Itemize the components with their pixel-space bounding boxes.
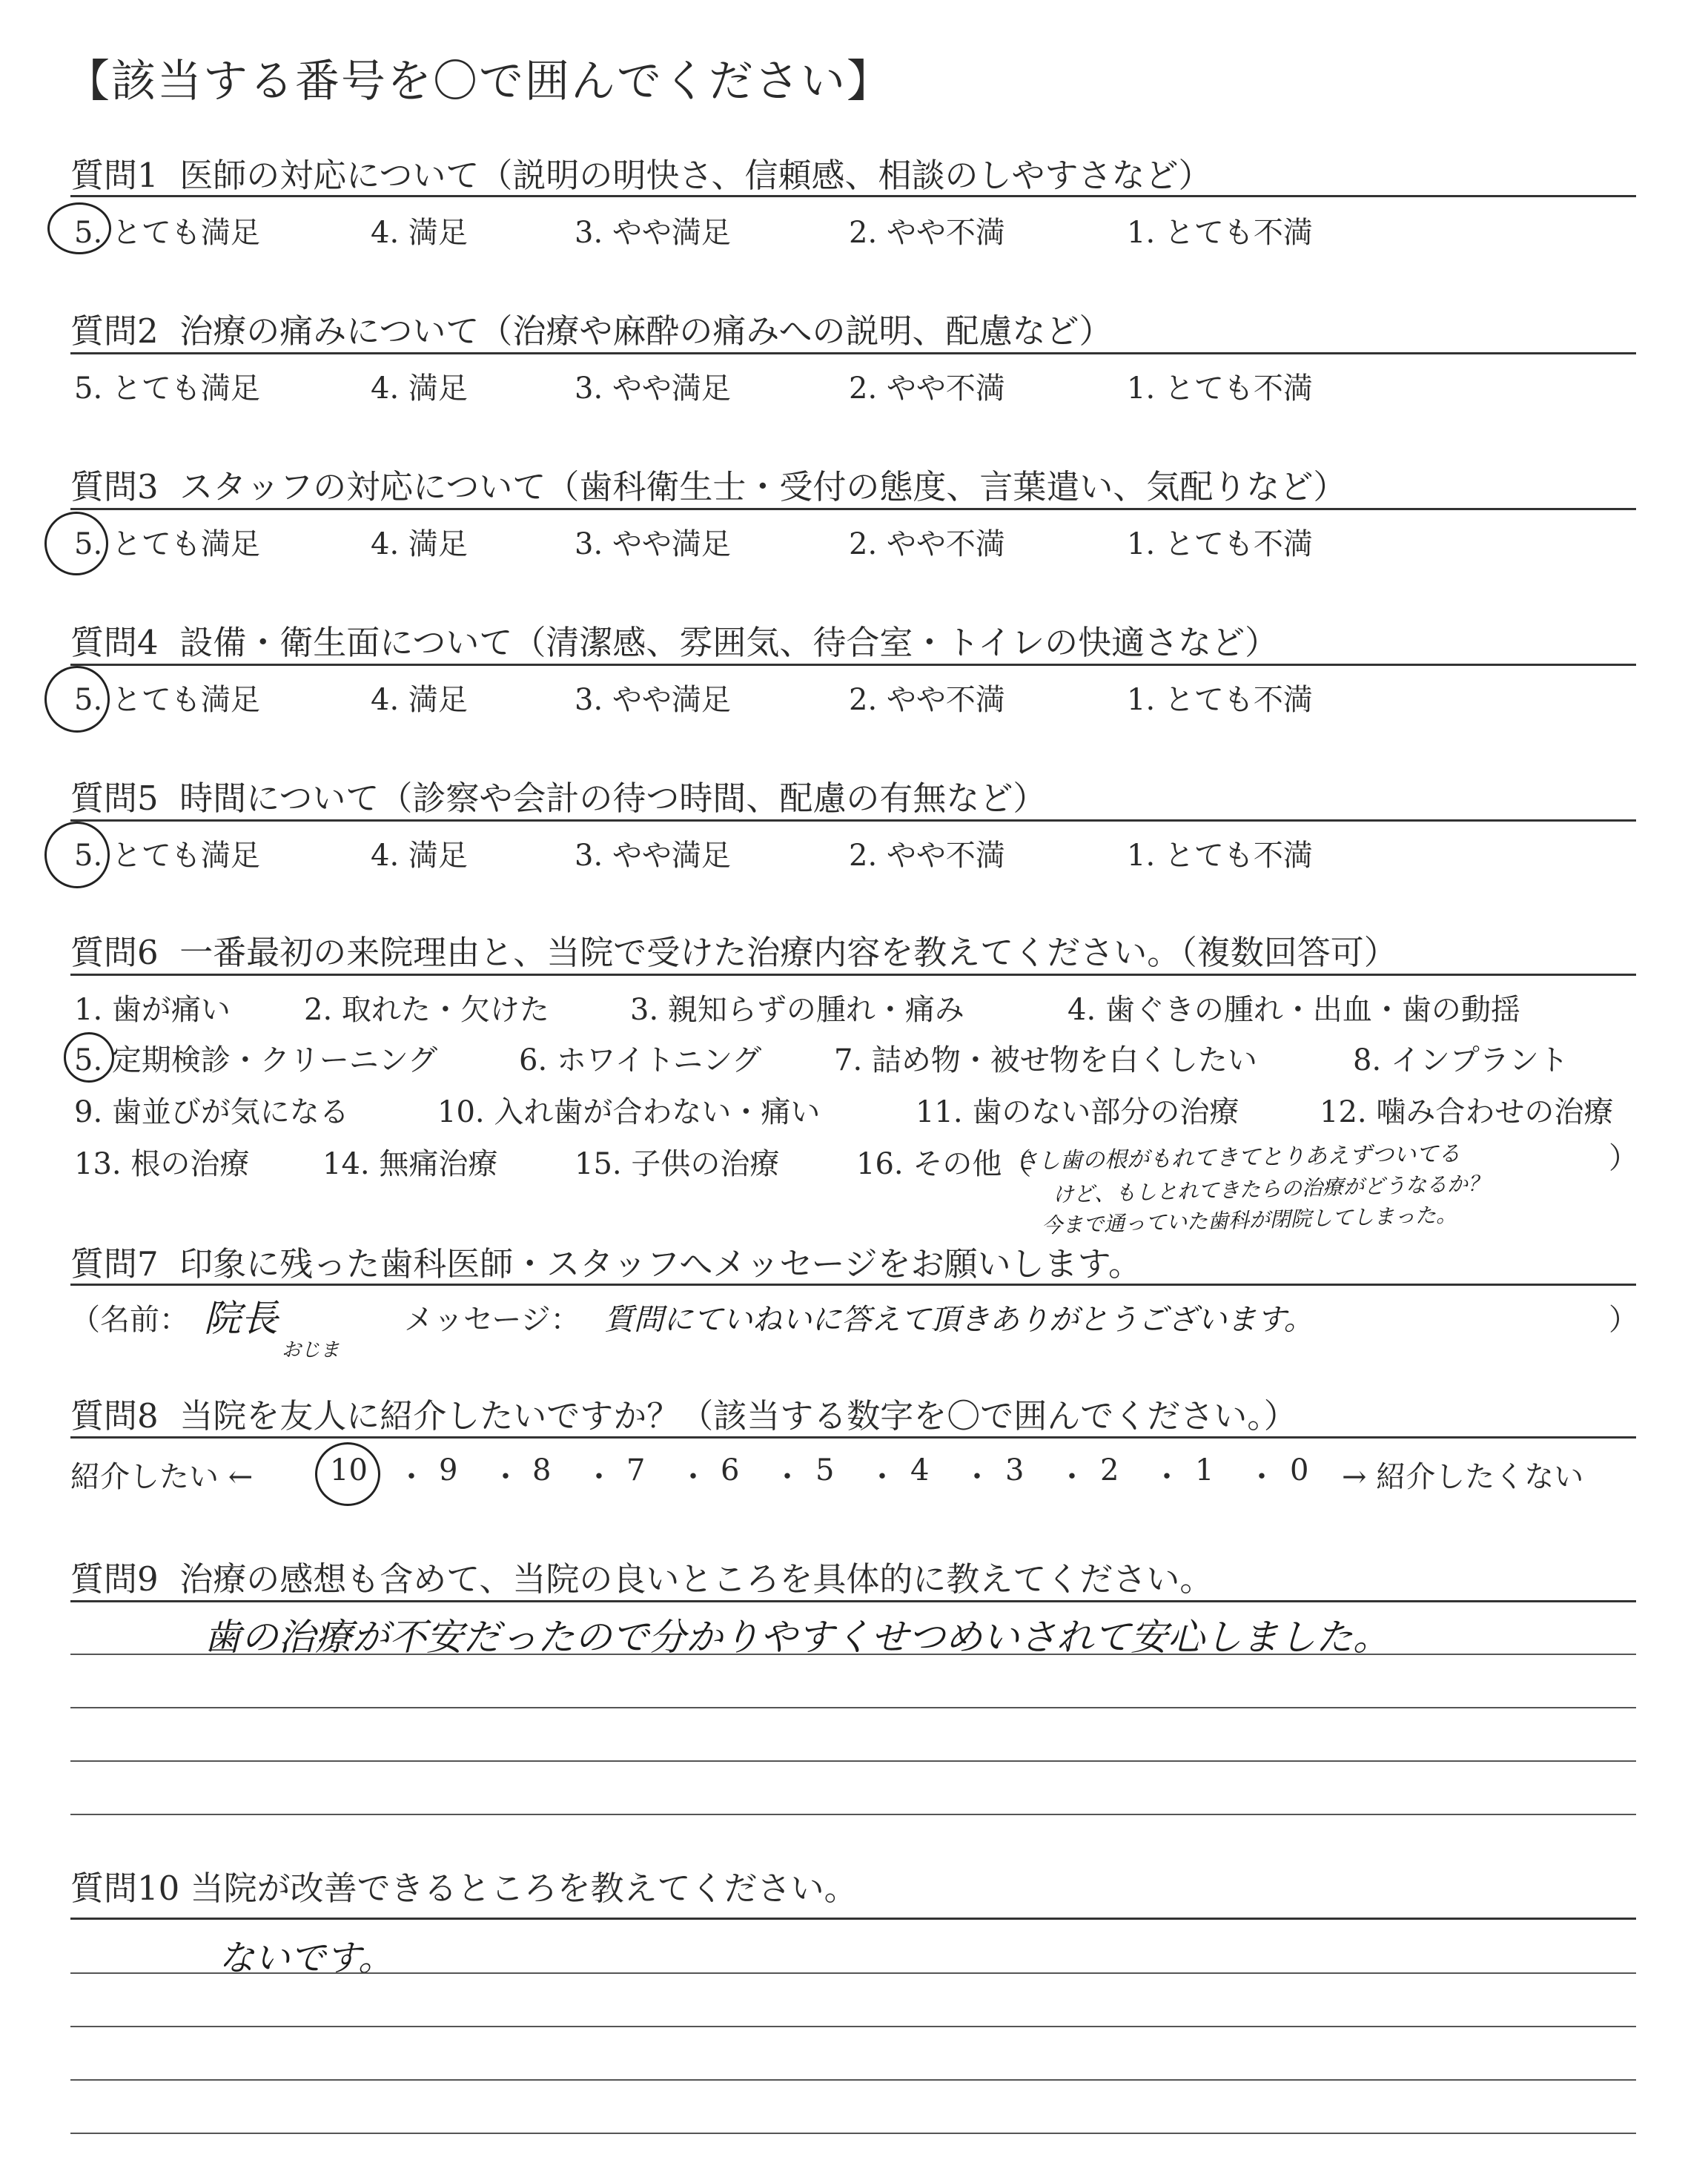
q8-scale-1[interactable]: 1 <box>1195 1453 1214 1487</box>
q6-option-6[interactable]: 6. ホワイトニング <box>519 1043 762 1077</box>
q8-scale-dot: ・ <box>1152 1460 1182 1494</box>
q7-name-note: おじま <box>282 1339 340 1361</box>
question-10-heading <box>70 1861 858 1909</box>
q8-scale-3[interactable]: 3 <box>1005 1453 1025 1487</box>
question-6-text: 一番最初の来院理由と、当院で受けた治療内容を教えてください。（複数回答可） <box>179 933 1397 972</box>
q5-option-3[interactable]: 3. やや満足 <box>575 839 731 873</box>
q4-option-1[interactable]: 1. とても不満 <box>1127 683 1313 717</box>
q6-option-4[interactable]: 4. 歯ぐきの腫れ・出血・歯の動揺 <box>1068 993 1520 1027</box>
q7-name-value: 院長 <box>204 1297 278 1340</box>
q7-message-value: 質問にていねいに答えて頂きありがとうございます。 <box>604 1303 1314 1337</box>
q8-scale-dot: ・ <box>491 1460 520 1494</box>
q8-scale-dot: ・ <box>1247 1460 1277 1494</box>
question-2-text: 治療の痛みについて（治療や麻酔の痛みへの説明、配慮など） <box>179 311 1113 351</box>
q1-option-3[interactable]: 3. やや満足 <box>575 216 731 250</box>
q2-option-5[interactable]: 5. とても満足 <box>74 371 260 406</box>
q6-other-close-paren: ） <box>1609 1141 1638 1175</box>
question-3-text: スタッフの対応について（歯科衛生士・受付の態度、言葉遣い、気配りなど） <box>179 467 1347 506</box>
q6-option-1[interactable]: 1. 歯が痛い <box>74 993 231 1027</box>
q3-option-3[interactable]: 3. やや満足 <box>575 527 731 561</box>
question-4-heading <box>70 615 1278 664</box>
question-3-rule <box>70 508 1636 510</box>
question-10-label: 質問10 <box>70 1869 180 1908</box>
q7-close-paren: ） <box>1609 1303 1638 1337</box>
q5-option-5[interactable]: 5. とても満足 <box>74 839 260 873</box>
q8-scale-5[interactable]: 5 <box>815 1453 835 1487</box>
q5-option-1[interactable]: 1. とても不満 <box>1127 839 1313 873</box>
question-7-text: 印象に残った歯科医師・スタッフへメッセージをお願いします。 <box>179 1244 1142 1284</box>
q4-answer-circle <box>44 666 110 733</box>
question-1-label: 質問1 <box>70 156 159 195</box>
q2-option-3[interactable]: 3. やや満足 <box>575 371 731 406</box>
q9-answer-line <box>70 1654 1636 1655</box>
q8-scale-9[interactable]: 9 <box>439 1453 458 1487</box>
q2-option-4[interactable]: 4. 満足 <box>371 371 468 406</box>
q10-answer-line <box>70 2133 1636 2134</box>
q8-left-label: 紹介したい ← <box>70 1460 254 1494</box>
q1-option-1[interactable]: 1. とても不満 <box>1127 216 1313 250</box>
question-8-rule <box>70 1436 1636 1439</box>
q10-answer-line <box>70 2079 1636 2081</box>
q6-option-15[interactable]: 15. 子供の治療 <box>575 1147 780 1181</box>
q10-answer[interactable]: ないです。 <box>219 1938 394 1979</box>
q8-scale-dot: ・ <box>867 1460 897 1494</box>
q6-option-8[interactable]: 8. インプラント <box>1353 1043 1569 1077</box>
q8-scale-dot: ・ <box>397 1460 426 1494</box>
question-4-label: 質問4 <box>70 623 159 662</box>
question-10-text: 当院が改善できるところを教えてください。 <box>190 1869 858 1908</box>
question-5-rule <box>70 819 1636 822</box>
question-8-label: 質問8 <box>70 1396 159 1436</box>
q7-name-label: （名前： <box>70 1303 189 1337</box>
question-1-heading <box>70 148 1212 196</box>
question-5-text: 時間について（診察や会計の待つ時間、配慮の有無など） <box>179 779 1047 818</box>
q10-answer-line <box>70 1972 1636 1974</box>
question-10-rule <box>70 1918 1636 1920</box>
question-3-label: 質問3 <box>70 467 159 506</box>
q8-answer-circle <box>315 1442 380 1506</box>
question-8-text: 当院を友人に紹介したいですか？（該当する数字を〇で囲んでください。） <box>179 1396 1297 1436</box>
question-1-text: 医師の対応について（説明の明快さ、信頼感、相談のしやすさなど） <box>179 156 1212 195</box>
question-7-rule <box>70 1284 1636 1286</box>
q6-option-13[interactable]: 13. 根の治療 <box>74 1147 250 1181</box>
q5-answer-circle <box>44 822 110 888</box>
question-9-text: 治療の感想も含めて、当院の良いところを具体的に教えてください。 <box>179 1559 1214 1599</box>
q1-option-4[interactable]: 4. 満足 <box>371 216 468 250</box>
q6-option-14[interactable]: 14. 無痛治療 <box>322 1147 498 1181</box>
question-5-label: 質問5 <box>70 779 159 818</box>
question-6-label: 質問6 <box>70 933 159 972</box>
q6-other-answer-line-1: さし歯の根がもれてきてとりあえずついてる <box>1015 1140 1461 1175</box>
question-7-label: 質問7 <box>70 1244 159 1284</box>
question-5-heading <box>70 771 1046 819</box>
q8-scale-8[interactable]: 8 <box>532 1453 552 1487</box>
q3-option-5[interactable]: 5. とても満足 <box>74 527 260 561</box>
q5-option-2[interactable]: 2. やや不満 <box>849 839 1005 873</box>
page-title: 【該当する番号を〇で囲んでください】 <box>65 56 893 108</box>
q1-answer-circle <box>47 202 111 254</box>
q1-option-2[interactable]: 2. やや不満 <box>849 216 1005 250</box>
q3-option-1[interactable]: 1. とても不満 <box>1127 527 1313 561</box>
q4-option-3[interactable]: 3. やや満足 <box>575 683 731 717</box>
q8-scale-dot: ・ <box>584 1460 614 1494</box>
q9-answer-line <box>70 1760 1636 1762</box>
question-1-rule <box>70 195 1636 197</box>
q4-option-5[interactable]: 5. とても満足 <box>74 683 260 717</box>
q2-option-2[interactable]: 2. やや不満 <box>849 371 1005 406</box>
q9-answer-line <box>70 1707 1636 1708</box>
question-6-rule <box>70 974 1636 976</box>
q4-option-4[interactable]: 4. 満足 <box>371 683 468 717</box>
question-2-rule <box>70 352 1636 354</box>
q8-scale-10[interactable]: 10 <box>330 1453 368 1487</box>
q6-option-3[interactable]: 3. 親知らずの腫れ・痛み <box>630 993 964 1027</box>
q6-other-answer-line-3: 今まで通っていた歯科が閉院してしまった。 <box>1041 1202 1457 1238</box>
question-9-rule <box>70 1600 1636 1602</box>
q8-scale-dot: ・ <box>678 1460 708 1494</box>
q8-scale-7[interactable]: 7 <box>626 1453 646 1487</box>
q6-other-answer-line-2: けど、もしとれてきたらの治療がどうなるか？ <box>1052 1171 1489 1207</box>
q3-answer-circle <box>44 512 108 575</box>
q4-option-2[interactable]: 2. やや不満 <box>849 683 1005 717</box>
q6-option-5[interactable]: 5. 定期検診・クリーニング <box>74 1043 438 1077</box>
q2-option-1[interactable]: 1. とても不満 <box>1127 371 1313 406</box>
q10-answer-line <box>70 2026 1636 2027</box>
q3-option-4[interactable]: 4. 満足 <box>371 527 468 561</box>
q6-option-9[interactable]: 9. 歯並びが気になる <box>74 1095 349 1129</box>
q7-message-label: メッセージ： <box>404 1303 580 1337</box>
q6-option-2[interactable]: 2. 取れた・欠けた <box>304 993 549 1027</box>
q9-answer-line <box>70 1814 1636 1815</box>
q8-scale-dot: ・ <box>962 1460 992 1494</box>
q6-answer-circle <box>64 1032 114 1083</box>
q1-option-5[interactable]: 5. とても満足 <box>74 216 260 250</box>
question-6-heading <box>70 925 1397 974</box>
question-4-rule <box>70 664 1636 666</box>
q6-option-16[interactable]: 16. その他（ <box>856 1147 1032 1181</box>
q8-scale-4[interactable]: 4 <box>910 1453 930 1487</box>
q6-option-7[interactable]: 7. 詰め物・被せ物を白くしたい <box>834 1043 1257 1077</box>
q8-scale-dot: ・ <box>1057 1460 1087 1494</box>
q8-scale-6[interactable]: 6 <box>721 1453 740 1487</box>
q6-option-12[interactable]: 12. 噛み合わせの治療 <box>1320 1095 1614 1129</box>
q5-option-4[interactable]: 4. 満足 <box>371 839 468 873</box>
question-9-label: 質問9 <box>70 1559 159 1599</box>
q6-option-10[interactable]: 10. 入れ歯が合わない・痛い <box>437 1095 821 1129</box>
q3-option-2[interactable]: 2. やや不満 <box>849 527 1005 561</box>
question-3-heading <box>70 460 1346 508</box>
q8-scale-dot: ・ <box>772 1460 802 1494</box>
q6-option-11[interactable]: 11. 歯のない部分の治療 <box>916 1095 1239 1129</box>
question-4-text: 設備・衛生面について（清潔感、雰囲気、待合室・トイレの快適さなど） <box>179 623 1279 662</box>
q9-answer[interactable]: 歯の治療が不安だったので分かりやすくせつめいされて安心しました。 <box>204 1616 1390 1659</box>
q8-scale-2[interactable]: 2 <box>1100 1453 1119 1487</box>
question-9-heading <box>70 1552 1213 1600</box>
question-8-heading <box>70 1389 1297 1437</box>
question-2-heading <box>70 304 1112 352</box>
q8-right-label: → 紹介したくない <box>1342 1460 1584 1494</box>
q8-scale-0[interactable]: 0 <box>1290 1453 1309 1487</box>
question-7-heading <box>70 1237 1142 1285</box>
question-2-label: 質問2 <box>70 311 159 351</box>
